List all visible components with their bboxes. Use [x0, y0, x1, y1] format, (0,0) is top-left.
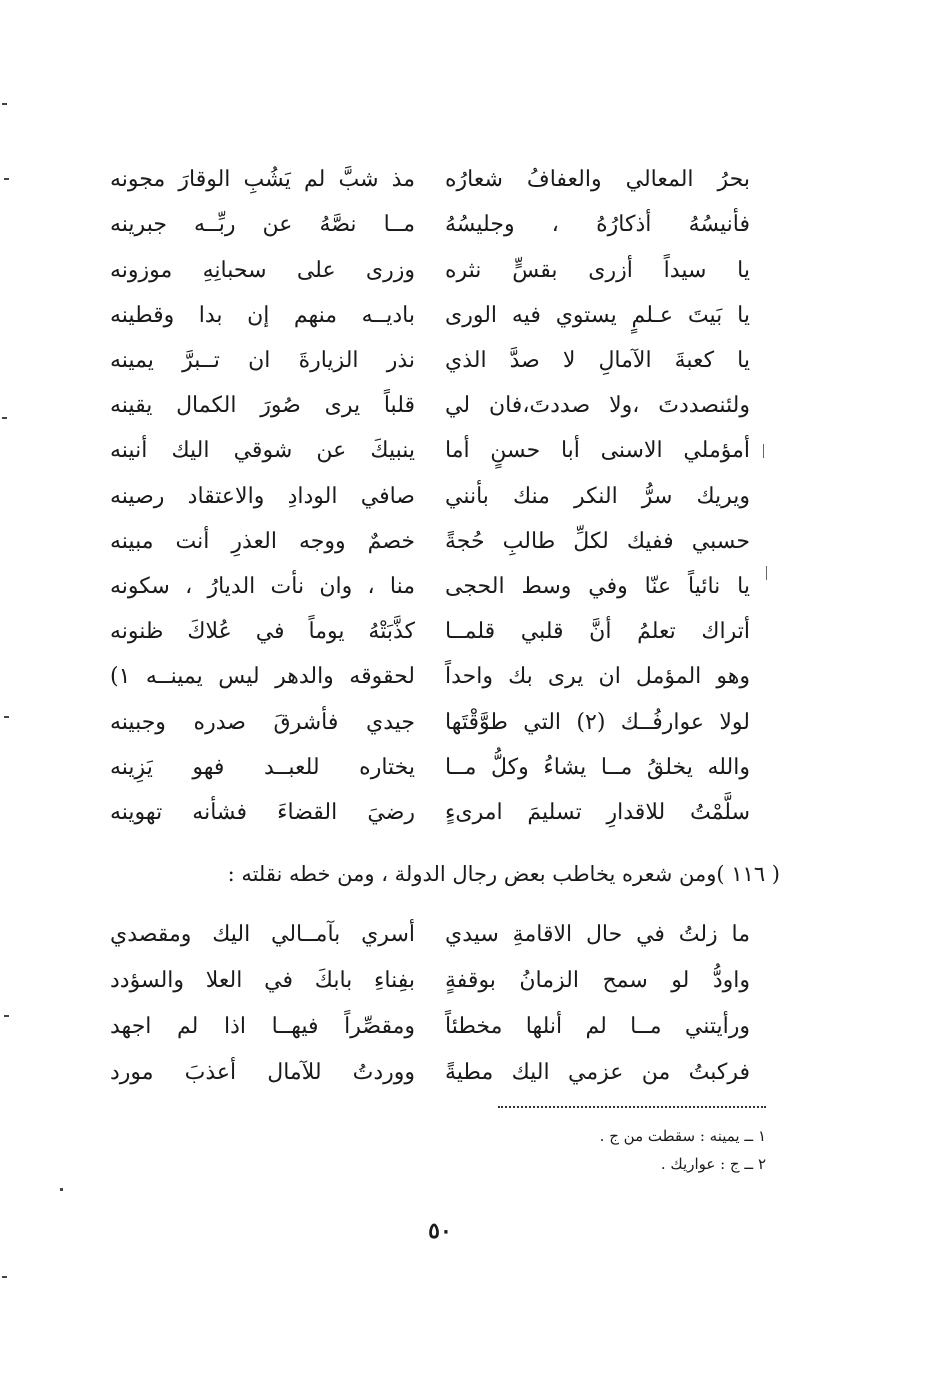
hemistich-left: مذ شبَّ لم يَشُبِ الوقارَ مجونه — [110, 167, 415, 193]
hemistich-left: أسري بآمــالي اليك ومقصدي — [110, 921, 415, 947]
verse — [110, 700, 750, 745]
verse — [110, 610, 750, 655]
verse — [110, 1004, 750, 1050]
verse — [110, 294, 750, 339]
margin-mark — [4, 178, 9, 180]
hemistich-right: يا كعبةَ الآمالِ لا صدَّ الذي — [445, 348, 750, 374]
footnotes — [380, 1122, 766, 1178]
hemistich-left: جيدي فأشرقَ صدره وجبينه — [110, 709, 415, 735]
section-heading: ( ١١٦ )ومن شعره يخاطب بعض رجال الدولة ، ومن خطه نقلته : — [227, 862, 780, 886]
hemistich-right: أمؤملي الاسنى أبا حسنٍ أما — [445, 438, 750, 464]
hemistich-right: واودُّ لو سمح الزمانُ بوقفةٍ — [445, 967, 750, 993]
hemistich-right: فركبتُ من عزمي اليك مطيةً — [445, 1059, 750, 1085]
hemistich-right: ما زلتُ في حال الاقامةِ سيدي — [445, 921, 750, 947]
hemistich-right: لولا عوارفُــك (٢) التي طوَّقْتَها — [445, 709, 750, 735]
hemistich-left: صافي الودادِ والاعتقاد رصينه — [110, 483, 415, 509]
hemistich-left: لحقوقه والدهر ليس يمينــه ١) — [110, 664, 415, 690]
verse — [110, 912, 750, 958]
verse — [110, 520, 750, 565]
verse — [110, 429, 750, 474]
hemistich-left: وزرى على سحبانِهِ موزونه — [110, 257, 415, 283]
hemistich-right: وهو المؤمل ان يرى بك واحداً — [445, 664, 750, 690]
margin-mark — [2, 103, 7, 105]
hemistich-left: رضيَ القضاءَ فشأنه تهوينه — [110, 799, 415, 825]
poem-one — [110, 158, 750, 836]
footnote: ١ ــ يمينه : سقطت من ج . — [599, 1127, 766, 1145]
hemistich-right: حسبي ففيك لكلِّ طالبِ حُجةً — [445, 528, 750, 554]
hemistich-right: ورأيتني مــا لم أنلها مخطئاً — [445, 1013, 750, 1039]
hemistich-left: خصمٌ ووجه العذرِ أنت مبينه — [110, 528, 415, 554]
margin-mark — [4, 716, 9, 718]
hemistich-left: نذر الزيارةَ ان تــبرَّ يمينه — [110, 348, 415, 374]
margin-mark — [763, 444, 764, 458]
verse — [110, 339, 750, 384]
hemistich-left: ووردتُ للآمال أعذبَ مورد — [110, 1059, 415, 1085]
verse — [110, 791, 750, 836]
hemistich-left: مــا نصَّهُ عن ربِّــه جبرينه — [110, 212, 415, 238]
hemistich-left: يختاره للعبــد فهو يَزِينه — [110, 754, 415, 780]
hemistich-left: ومقصِّراً فيهــا اذا لم اجهد — [110, 1013, 415, 1039]
hemistich-right: والله يخلقُ مــا يشاءُ وكلُّ مــا — [445, 754, 750, 780]
verse — [110, 655, 750, 700]
verse — [110, 203, 750, 248]
poem-two — [110, 912, 750, 1096]
margin-mark — [766, 566, 767, 580]
hemistich-left: كذَّبَتْهُ يوماً في عُلاكَ ظنونه — [110, 619, 415, 645]
hemistich-left: باديــه منهم إن بدا وقطينه — [110, 302, 415, 328]
margin-mark — [2, 417, 7, 419]
verse — [110, 384, 750, 429]
hemistich-left: قلباً يرى صُورَ الكمال يقينه — [110, 393, 415, 419]
verse — [110, 745, 750, 790]
hemistich-right: يا بَيتَ عـلمٍ يستوي فيه الورى — [445, 302, 750, 328]
hemistich-left: بفِناءِ بابكَ في العلا والسؤدد — [110, 967, 415, 993]
margin-mark — [4, 1015, 9, 1017]
verse — [110, 958, 750, 1004]
hemistich-left: ينبيكَ عن شوقي اليك أنينه — [110, 438, 415, 464]
page-number: ٥٠ — [428, 1218, 452, 1244]
hemistich-right: ويريك سرُّ النكر منك بأنني — [445, 483, 750, 509]
hemistich-right: فأنيسُهُ أذكارُهُ ، وجليسُهُ — [445, 212, 750, 238]
verse — [110, 158, 750, 203]
verse — [110, 565, 750, 610]
hemistich-right: ولئنصددتَ ،ولا صددتَ،فان لي — [445, 393, 750, 419]
hemistich-right: سلَّمْتُ للاقدارِ تسليمَ امرىءٍ — [445, 799, 750, 825]
hemistich-right: يا نائياً عنّا وفي وسط الحجى — [445, 573, 750, 599]
verse — [110, 1050, 750, 1096]
hemistich-left: منا ، وان نأت الديارُ ، سكونه — [110, 573, 415, 599]
margin-mark — [60, 1188, 63, 1191]
margin-mark — [2, 1276, 7, 1278]
verse — [110, 474, 750, 519]
hemistich-right: أتراك تعلمُ أنَّ قلبي قلمــا — [445, 619, 750, 645]
hemistich-right: يا سيداً أزرى بقسٍّ نثره — [445, 257, 750, 283]
footnote: ٢ ــ ج : عواريك . — [660, 1155, 766, 1173]
verse — [110, 248, 750, 293]
footnote-divider — [498, 1106, 766, 1108]
hemistich-right: بحرُ المعالي والعفافُ شعارُه — [445, 167, 750, 193]
